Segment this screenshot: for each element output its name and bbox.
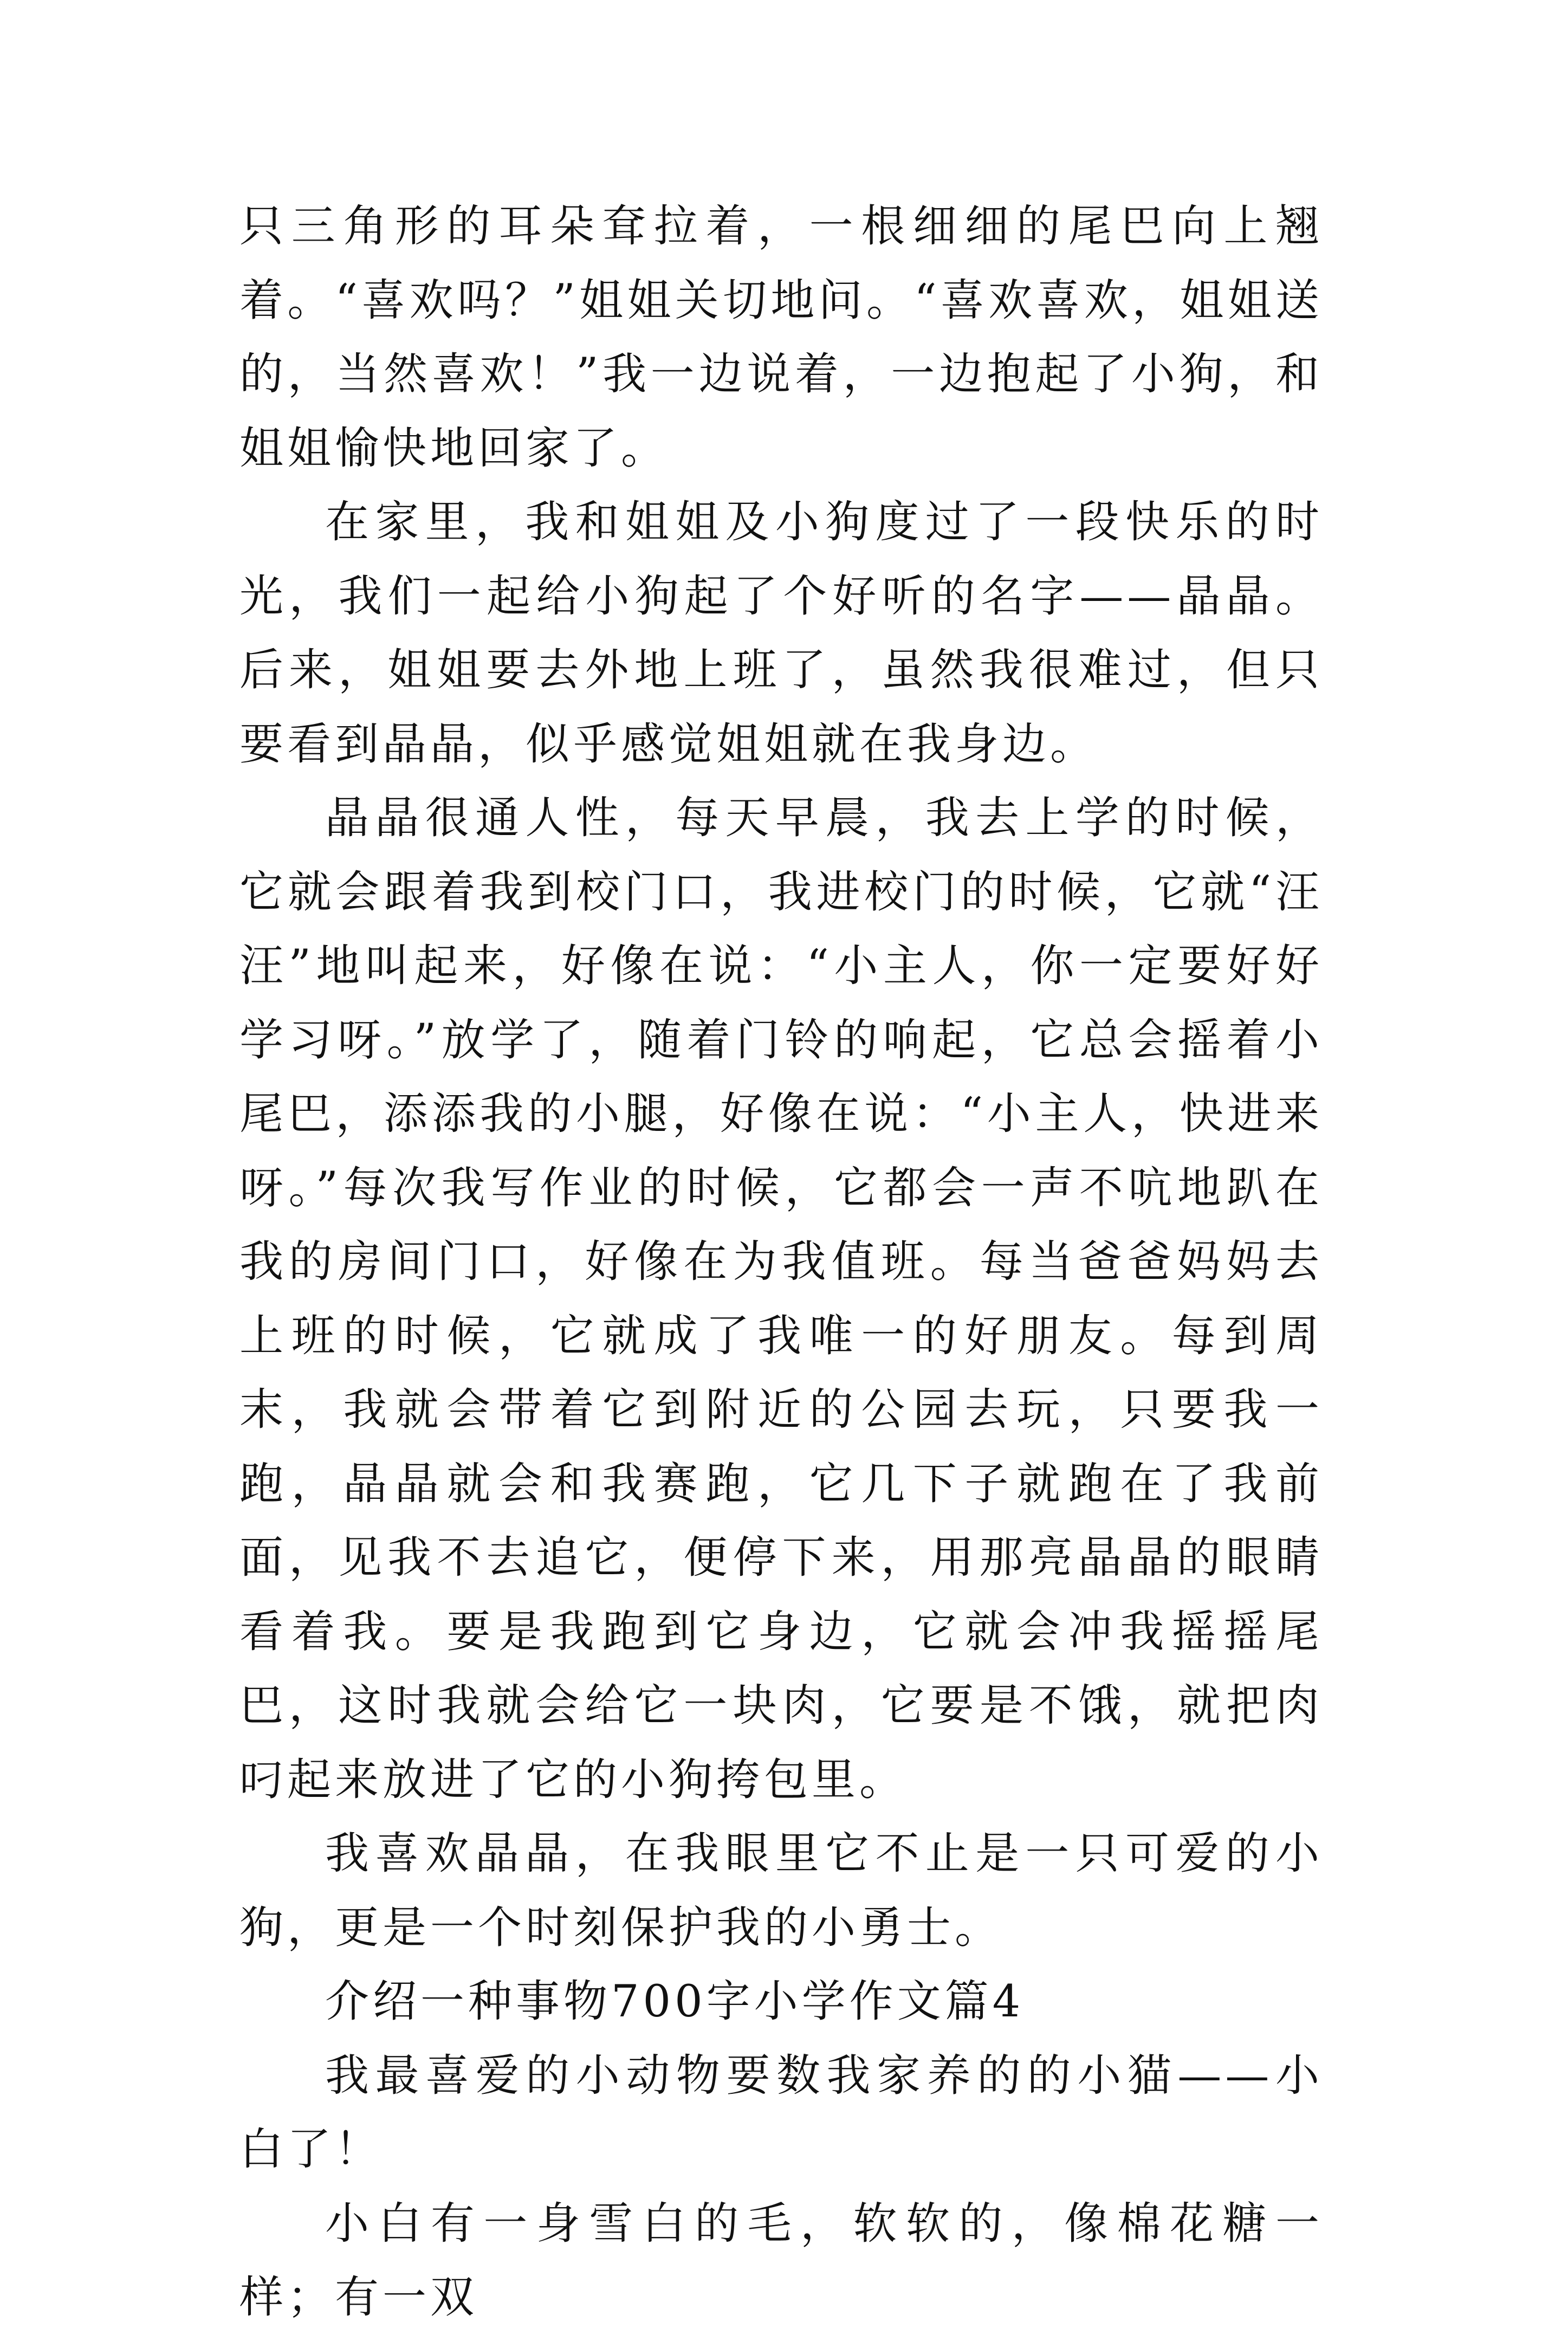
paragraph-jingjing-habits: 晶晶很通人性，每天早晨，我去上学的时候，它就会跟着我到校门口，我进校门的时候，它就“汪汪”地叫起来，好像在说：“小主人，你一定要好好学习呀。”放学了，随着门铃的响起，它总会摇着小尾巴，添添我的小腿，好像在说：“小主人，快进来呀。”每次我写作业的时候，它都会一声不吭地趴在我的房间门口，好像在为我值班。每当爸爸妈妈去上班的时候，它就成了我唯一的好朋友。每到周末，我就会带着它到附近的公园去玩，只要我一跑，晶晶就会和我赛跑，它几下子就跑在了我前面，见我不去追它，便停下来，用那亮晶晶的眼睛看着我。要是我跑到它身边，它就会冲我摇摇尾巴，这时我就会给它一块肉，它要是不饿，就把肉叼起来放进了它的小狗挎包里。 [239, 793, 1323, 1806]
paragraph-continuation: 只三角形的耳朵耷拉着，一根细细的尾巴向上翘着。“喜欢吗？”姐姐关切地问。“喜欢喜欢，姐姐送的，当然喜欢！”我一边说着，一边抱起了小狗，和姐姐愉快地回家了。 [239, 201, 1323, 474]
paragraph-xiaobai-description: 小白有一身雪白的毛，软软的，像棉花糖一样；有一双 [239, 2198, 1323, 2323]
paragraph-conclusion: 我喜欢晶晶，在我眼里它不止是一只可爱的小狗，更是一个时刻保护我的小勇士。 [239, 1828, 1323, 1954]
document-body [239, 190, 1323, 2335]
paragraph-at-home: 在家里，我和姐姐及小狗度过了一段快乐的时光，我们一起给小狗起了个好听的名字——晶晶。后来，姐姐要去外地上班了，虽然我很难过，但只要看到晶晶，似乎感觉姐姐就在我身边。 [239, 497, 1323, 770]
essay-heading: 介绍一种事物700字小学作文篇4 [325, 1976, 1025, 2027]
paragraph-favorite-pet: 我最喜爱的小动物要数我家养的的小猫——小白了！ [239, 2050, 1323, 2175]
